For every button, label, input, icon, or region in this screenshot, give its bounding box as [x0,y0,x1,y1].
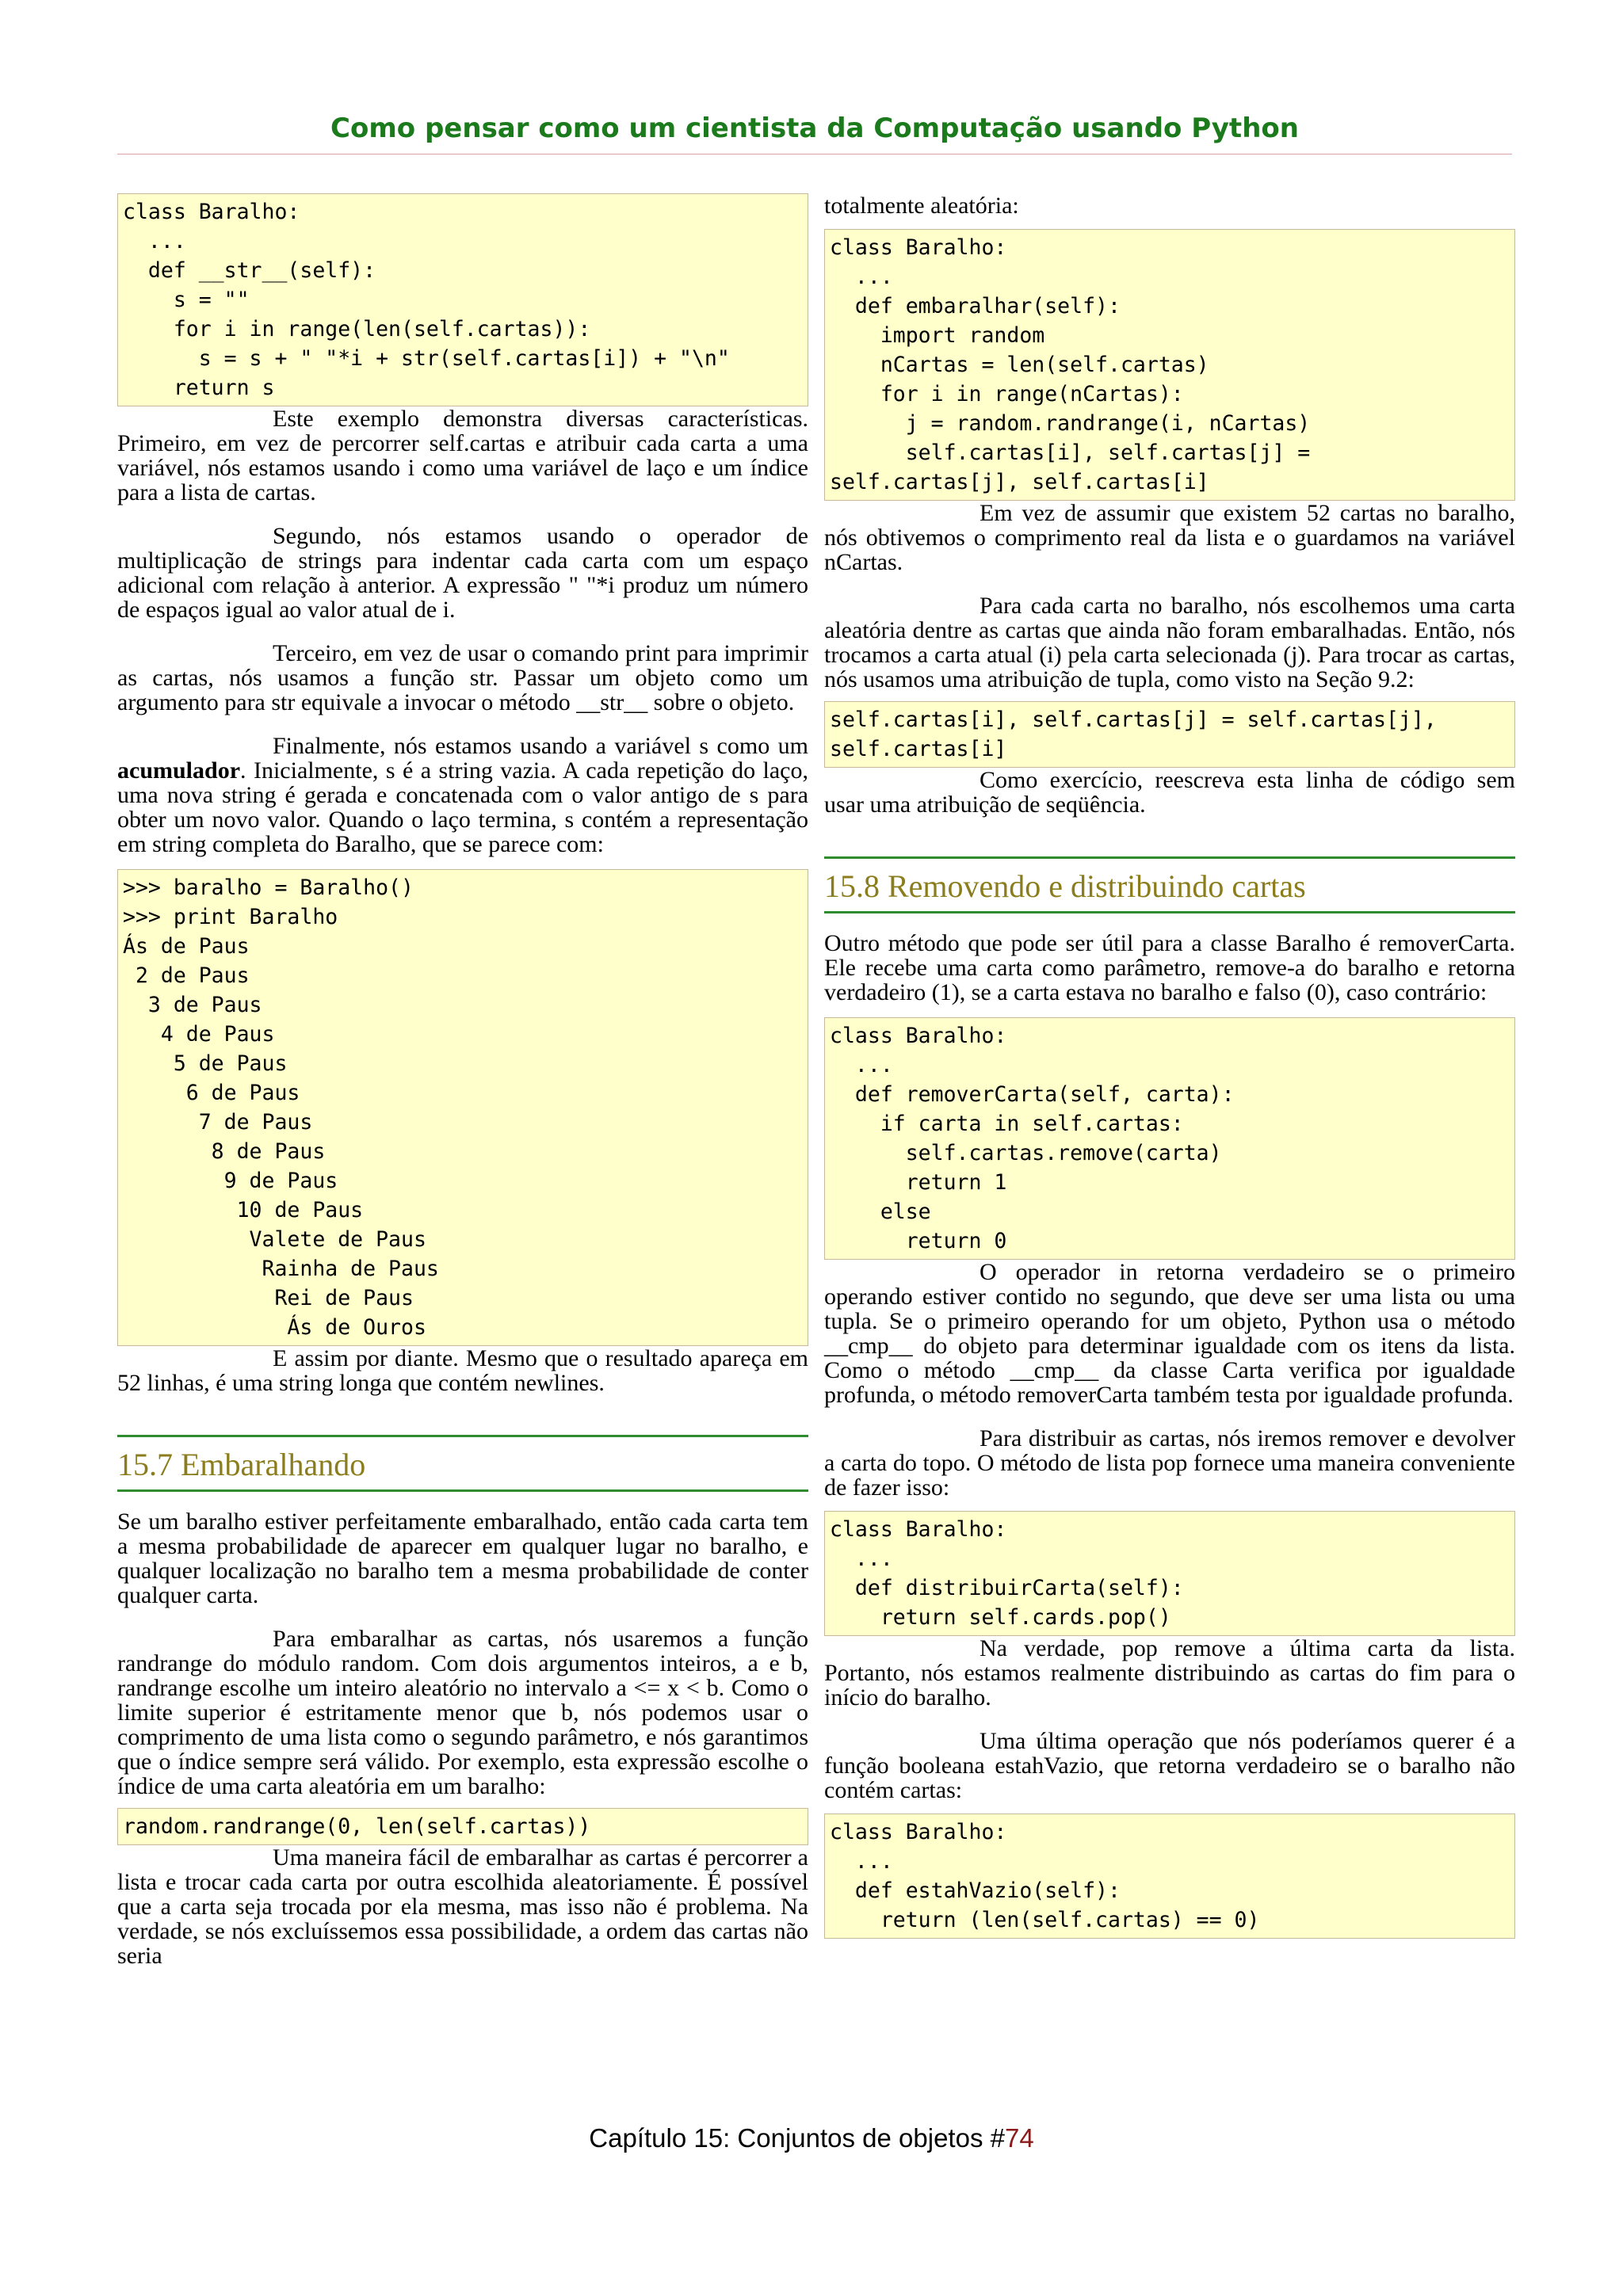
paragraph: E assim por diante. Mesmo que o resultado apareça em 52 linhas, é uma string longa que contém newlines. [117,1345,808,1396]
paragraph: Como exercício, reescreva esta linha de código sem usar uma atribuição de seqüência. [824,767,1515,818]
paragraph: Outro método que pode ser útil para a classe Baralho é removerCarta. Ele recebe uma carta como parâmetro, remove-a do baralho e retorna verdadeiro (1), se a carta estava no baralho e falso (0), caso contrário: [824,930,1515,1005]
page-footer [0,2123,1623,2153]
code-block-estahvazio: class Baralho: ... def estahVazio(self): return (len(self.cartas) == 0) [824,1814,1515,1939]
footer-label: Capítulo 15: Conjuntos de objetos # [589,2123,1005,2153]
paragraph: Uma última operação que nós poderíamos querer é a função booleana estahVazio, que retorna verdadeiro se o baralho não contém cartas: [824,1728,1515,1803]
paragraph: Uma maneira fácil de embaralhar as cartas é percorrer a lista e trocar cada carta por outra escolhida aleatoriamente. É possível que a carta seja trocada por ela mesma, mas isso não é problema. Na verdade, se nós excluíssemos essa possibilidade, a ordem das cartas não seria [117,1844,808,1969]
code-block-embaralhar: class Baralho: ... def embaralhar(self): import random nCartas = len(self.cartas) for i in range(nCartas): j = random.randrange(i, nCartas) self.cartas[i], self.cartas[j] = self.cartas[j], self.cartas[i] [824,229,1515,501]
paragraph: Na verdade, pop remove a última carta da lista. Portanto, nós estamos realmente distribuindo as cartas do fim para o início do baralho. [824,1635,1515,1711]
code-block-tuple-swap: self.cartas[i], self.cartas[j] = self.cartas[j], self.cartas[i] [824,701,1515,768]
paragraph [117,734,808,856]
paragraph: Este exemplo demonstra diversas características. Primeiro, em vez de percorrer self.cartas e atribuir cada carta a uma variável, nós estamos usando i como uma variável de laço e um índice para a lista de cartas. [117,406,808,505]
paragraph: Em vez de assumir que existem 52 cartas no baralho, nós obtivemos o comprimento real da lista e o guardamos na variável nCartas. [824,500,1515,575]
code-block-randrange: random.randrange(0, len(self.cartas)) [117,1808,808,1845]
paragraph-text: Finalmente, nós estamos usando a variável s como um [273,733,808,759]
right-column [824,193,1515,1939]
page-number: 74 [1004,2123,1034,2153]
paragraph: Para embaralhar as cartas, nós usaremos a função randrange do módulo random. Com dois argumentos inteiros, a e b, randrange escolhe um inteiro aleatório no intervalo a <= x < b. Como o limite superior é estritamente menor que b, nós podemos usar o comprimento de uma lista como o segundo parâmetro, e nós garantimos que o índice sempre será válido. Por exemplo, esta expressão escolhe o índice de uma carta aleatória em um baralho: [117,1626,808,1799]
paragraph: Segundo, nós estamos usando o operador de multiplicação de strings para indentar cada carta com um espaço adicional com relação à anterior. A expressão " "*i produz um número de espaços igual ao valor atual de i. [117,523,808,623]
bold-term: acumulador [117,757,241,784]
left-column [117,193,808,1968]
code-block-removercarta: class Baralho: ... def removerCarta(self, carta): if carta in self.cartas: self.cartas.remove(carta) return 1 else return 0 [824,1017,1515,1260]
paragraph: O operador in retorna verdadeiro se o primeiro operando estiver contido no segundo, que deve ser uma lista ou uma tupla. Se o primeiro operando for um objeto, Python usa o método __cmp__ do objeto para determinar igualdade com os itens da lista. Como o método __cmp__ da classe Carta verifica por igualdade profunda, o método removerCarta também testa por igualdade profunda. [824,1259,1515,1408]
running-header: Como pensar como um cientista da Computação usando Python [117,113,1512,154]
paragraph: Se um baralho estiver perfeitamente embaralhado, então cada carta tem a mesma probabilidade de aparecer em qualquer lugar no baralho, e qualquer localização no baralho tem a mesma probabilidade de conter qualquer carta. [117,1508,808,1608]
paragraph: Para cada carta no baralho, nós escolhemos uma carta aleatória dentre as cartas que ainda não foram embaralhadas. Então, nós trocamos a carta atual (i) pela carta selecionada (j). Para trocar as cartas, nós usamos uma atribuição de tupla, como visto na Seção 9.2: [824,593,1515,692]
section-heading: 15.8 Removendo e distribuindo cartas [824,856,1515,913]
section-heading: 15.7 Embaralhando [117,1435,808,1492]
paragraph: Terceiro, em vez de usar o comando print para imprimir as cartas, nós usamos a função str. Passar um objeto como um argumento para str equivale a invocar o método __str__ sobre o objeto. [117,640,808,715]
code-block-distribuircarta: class Baralho: ... def distribuirCarta(self): return self.cards.pop() [824,1511,1515,1636]
code-block-str: class Baralho: ... def __str__(self): s = "" for i in range(len(self.cartas)): s = s + " "*i + str(self.cartas[i]) + "\n" return s [117,193,808,406]
paragraph: Para distribuir as cartas, nós iremos remover e devolver a carta do topo. O método de lista pop fornece uma maneira conveniente de fazer isso: [824,1425,1515,1501]
paragraph-text: . Inicialmente, s é a string vazia. A cada repetição do laço, uma nova string é gerada e concatenada com o valor antigo de s para obter um novo valor. Quando o laço termina, s contém a representação em string completa do Baralho, que se parece com: [117,757,808,857]
paragraph: totalmente aleatória: [824,193,1019,219]
code-block-print-output: >>> baralho = Baralho() >>> print Baralho Ás de Paus 2 de Paus 3 de Paus 4 de Paus 5 de Paus 6 de Paus 7 de Paus 8 de Paus 9 de Paus 10 de Paus Valete de Paus Rainha de Paus Rei de Paus Ás de Ouros [117,869,808,1346]
